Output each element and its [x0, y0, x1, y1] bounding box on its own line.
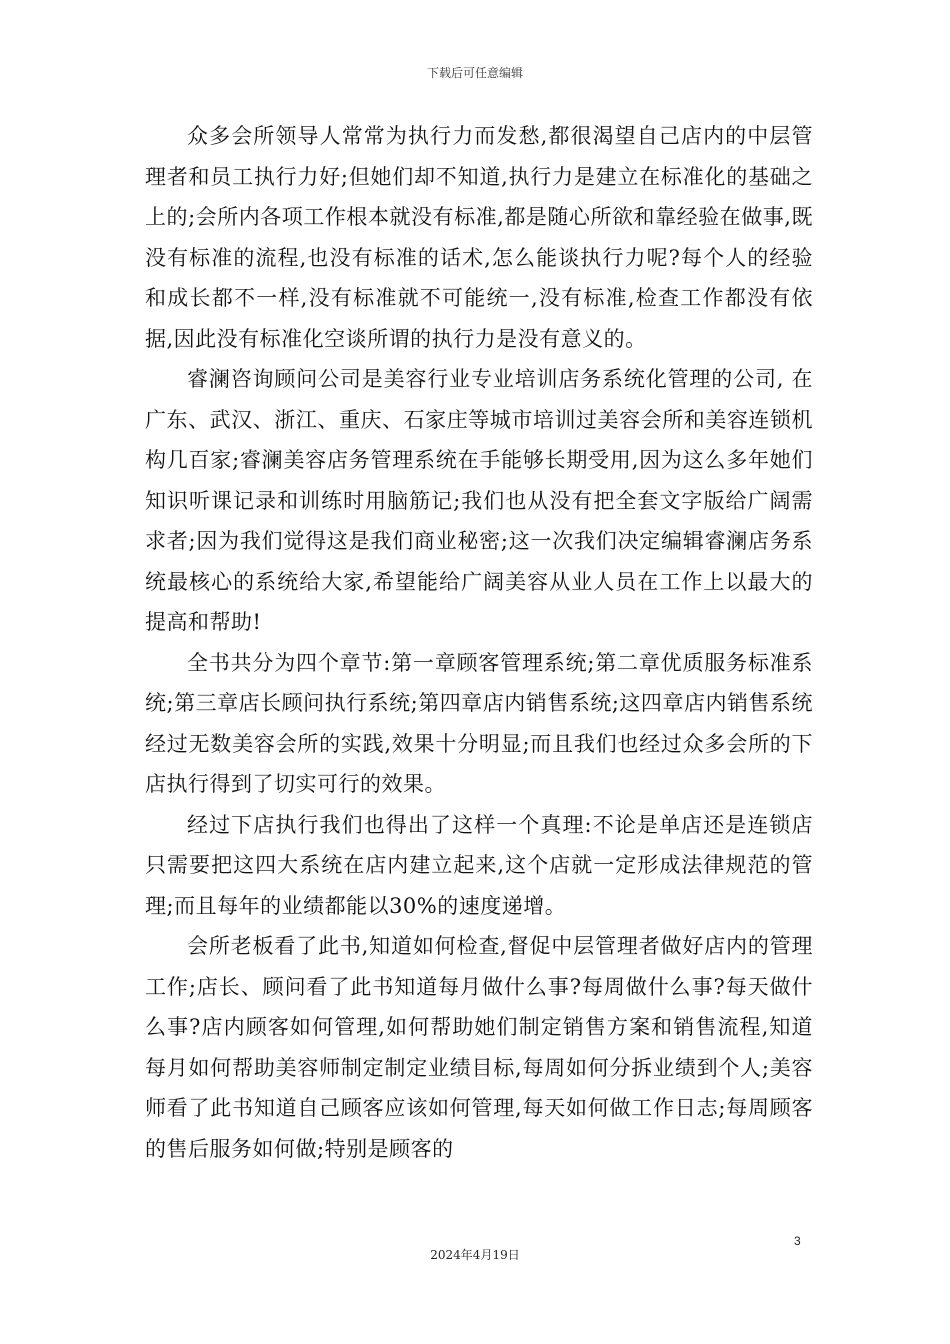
paragraph: 会所老板看了此书,知道如何检查,督促中层管理者做好店内的管理工作;店长、顾问看了此书知道每月做什么事?每周做什么事?每天做什么事?店内顾客如何管理,如何帮助她们制定销售方案和销售流程,知道每月如何帮助美容师制定制定业绩目标,每周如何分拆业绩到个人;美容师看了此书知道自己顾客应该如何管理,每天如何做工作日志;每周顾客的售后服务如何做;特别是顾客的	[145, 934, 813, 1161]
paragraph: 睿澜咨询顾问公司是美容行业专业培训店务系统化管理的公司, 在广东、武汉、浙江、重庆、石家庄等城市培训过美容会所和美容连锁机构几百家;睿澜美容店务管理系统在手能够长期受用,因为这么多年她们知识听课记录和训练时用脑筋记;我们也从没有把全套文字版给广阔需求者;因为我们觉得这是我们商业秘密;这一次我们决定编辑睿澜店务系统最核心的系统给大家,希望能给广阔美容从业人员在工作上以最大的提高和帮助!	[145, 367, 813, 634]
paragraph: 众多会所领导人常常为执行力而发愁,都很渴望自己店内的中层管理者和员工执行力好;但她们却不知道,执行力是建立在标准化的基础之上的;会所内各项工作根本就没有标准,都是随心所欲和靠经验在做事,既没有标准的流程,也没有标准的话术,怎么能谈执行力呢?每个人的经验和成长都不一样,没有标准就不可能统一,没有标准,检查工作都没有依据,因此没有标准化空谈所谓的执行力是没有意义的。	[145, 124, 813, 351]
page-header: 下载后可任意编辑	[426, 66, 523, 80]
page-footer-date: 2024年4月19日	[430, 1248, 520, 1262]
page-number: 3	[794, 1234, 801, 1248]
paragraph: 经过下店执行我们也得出了这样一个真理:不论是单店还是连锁店只需要把这四大系统在店内建立起来,这个店就一定形成法律规范的管理;而且每年的业绩都能以30%的速度递增。	[145, 812, 813, 918]
document-body	[145, 116, 813, 1169]
paragraph: 全书共分为四个章节:第一章顾客管理系统;第二章优质服务标准系统;第三章店长顾问执行系统;第四章店内销售系统;这四章店内销售系统经过无数美容会所的实践,效果十分明显;而且我们也经过众多会所的下店执行得到了切实可行的效果。	[145, 650, 813, 796]
